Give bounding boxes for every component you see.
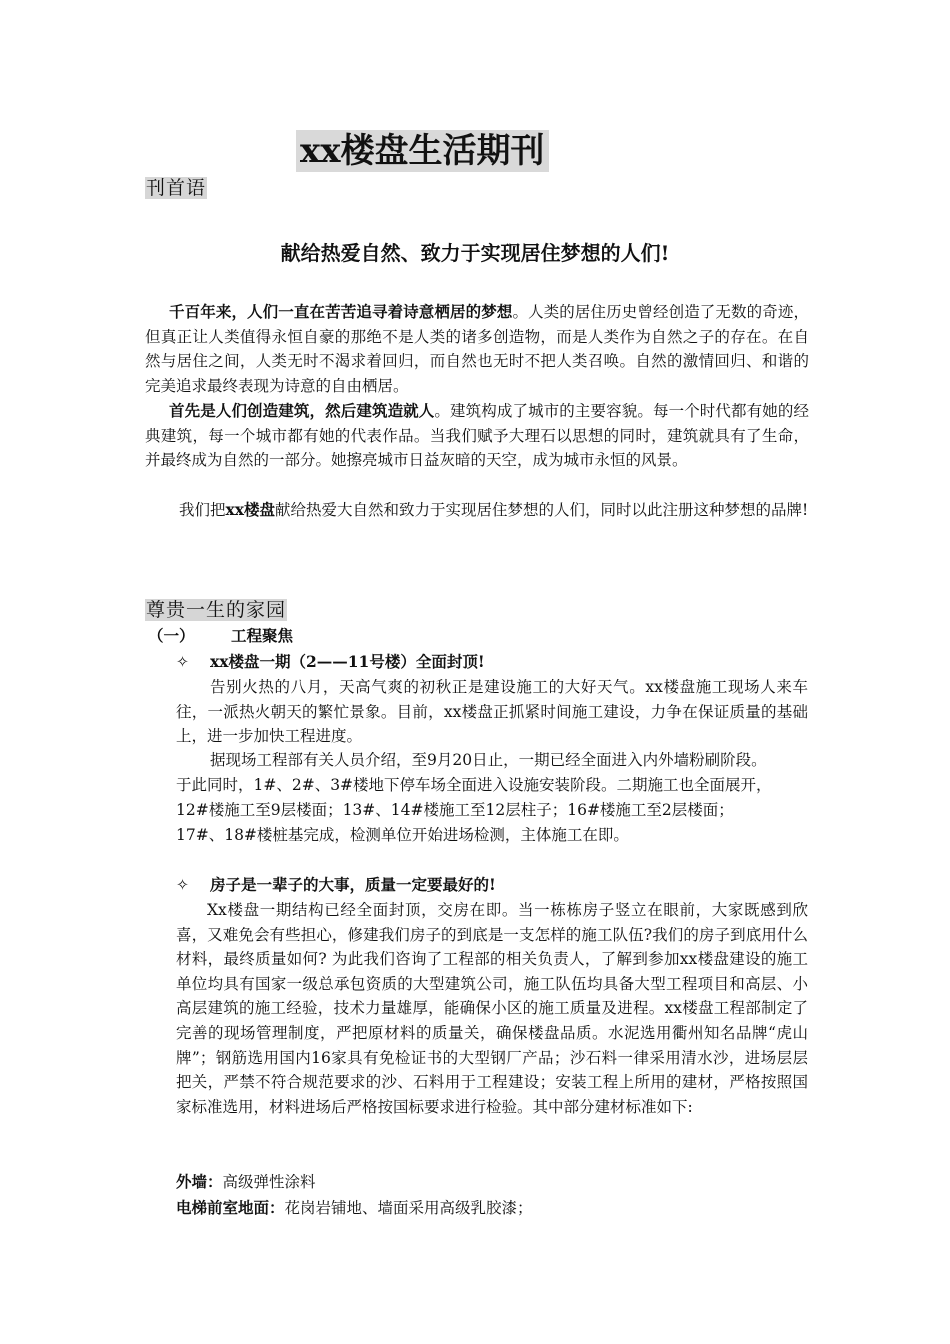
spec-exterior-wall [176, 1169, 316, 1195]
item-1-paragraph-2-line-1: 据现场工程部有关人员介绍，至9月20日止，一期已经全面进入内外墙粉刷阶段。 [210, 751, 767, 769]
intro-paragraph-3 [145, 498, 809, 523]
item-2-title: 房子是一辈子的大事，质量一定要最好的! [210, 875, 496, 894]
spec-label: 外墙： [176, 1172, 223, 1191]
item-1-heading [176, 650, 485, 674]
item-1-paragraph-2-line-3: 12#楼施工至9层楼面；13#、14#楼施工至12层柱子；16#楼施工至2层楼面； [176, 801, 734, 819]
diamond-bullet-icon: ✧ [176, 653, 189, 671]
intro-paragraph-3-brand: xx楼盘 [225, 500, 275, 519]
intro-paragraph-1 [145, 300, 809, 398]
intro-paragraph-2 [145, 399, 809, 473]
item-2-heading [176, 873, 496, 897]
intro-paragraph-1-body: 。人类的居住历史曾经创造了无数的奇迹，但真正让人类值得永恒自豪的那绝不是人类的诸多创造物，而是人类作为自然之子的存在。在自然与居住之间，人类无时不渴求着回归，而自然也无时不把人类召唤。自然的激情回归、和谐的完美追求最终表现为诗意的自由栖居。 [145, 303, 809, 395]
section-header-home: 尊贵一生的家园 [146, 599, 287, 621]
section-header-foreword: 刊首语 [146, 177, 207, 199]
subsection-number: （一） [148, 626, 195, 645]
intro-paragraph-2-lead: 首先是人们创造建筑，然后建筑造就人 [169, 401, 435, 420]
intro-paragraph-3-body: 献给热爱大自然和致力于实现居住梦想的人们，同时以此注册这种梦想的品牌! [275, 501, 809, 519]
item-1-paragraph-1: 告别火热的八月，天高气爽的初秋正是建设施工的大好天气。xx楼盘施工现场人来车往，一派热火朝天的繁忙景象。目前，xx楼盘正抓紧时间施工建设，力争在保证质量的基础上，进一步加快工程进度。 [176, 678, 808, 746]
subsection-title: 工程聚焦 [231, 626, 294, 645]
dedication-heading: 献给热爱自然、致力于实现居住梦想的人们! [280, 241, 670, 265]
intro-paragraph-3-lead: 我们把 [179, 501, 226, 519]
spec-value: 高级弹性涂料 [222, 1173, 316, 1191]
item-1-paragraph-2-line-4: 17#、18#楼桩基完成，检测单位开始进场检测，主体施工在即。 [176, 826, 629, 844]
item-1-paragraph-2-line-2: 于此同时，1#、2#、3#楼地下停车场全面进入设施安装阶段。二期施工也全面展开， [176, 776, 772, 794]
diamond-bullet-icon: ✧ [176, 876, 189, 894]
intro-paragraph-1-lead: 千百年来，人们一直在苦苦追寻着诗意栖居的梦想 [169, 302, 513, 321]
spec-elevator-lobby [176, 1195, 533, 1221]
spec-label: 电梯前室地面： [176, 1198, 285, 1217]
item-2-paragraph: Xx楼盘一期结构已经全面封顶，交房在即。当一栋栋房子竖立在眼前，大家既感到欣喜，又难免会有些担心，修建我们房子的到底是一支怎样的施工队伍?我们的房子到底用什么材料，最终质量如何? 为此我们咨询了工程部的相关负责人，了解到参加xx楼盘建设的施工单位均具有国家一级总承包资质的大型建筑公司，施工队伍均具备大型工程项目和高层、小高层建筑的施工经验，技术力量雄厚，能确保小区的施工质量及进程。xx楼盘工程部制定了完善的现场管理制度，严把原材料的质量关，确保楼盘品质。水泥选用衢州知名品牌“虎山牌”；钢筋选用国内16家具有免检证书的大型钢厂产品；沙石料一律采用清水沙，进场层层把关，严禁不符合规范要求的沙、石料用于工程建设；安装工程上所用的建材，严格按照国家标准选用，材料进场后严格按国标要求进行检验。其中部分建材标准如下: [176, 901, 808, 1116]
page-title: xx楼盘生活期刊 [296, 130, 549, 172]
item-1-title: xx楼盘一期（2——11号楼）全面封顶! [210, 652, 485, 671]
spec-value: 花岗岩铺地、墙面采用高级乳胶漆； [284, 1199, 533, 1217]
intro-paragraph-2-body: 。建筑构成了城市的主要容貌。每一个时代都有她的经典建筑，每一个城市都有她的代表作品。当我们赋予大理石以思想的同时，建筑就具有了生命，并最终成为自然的一部分。她擦亮城市日益灰暗的天空，成为城市永恒的风景。 [145, 402, 809, 470]
